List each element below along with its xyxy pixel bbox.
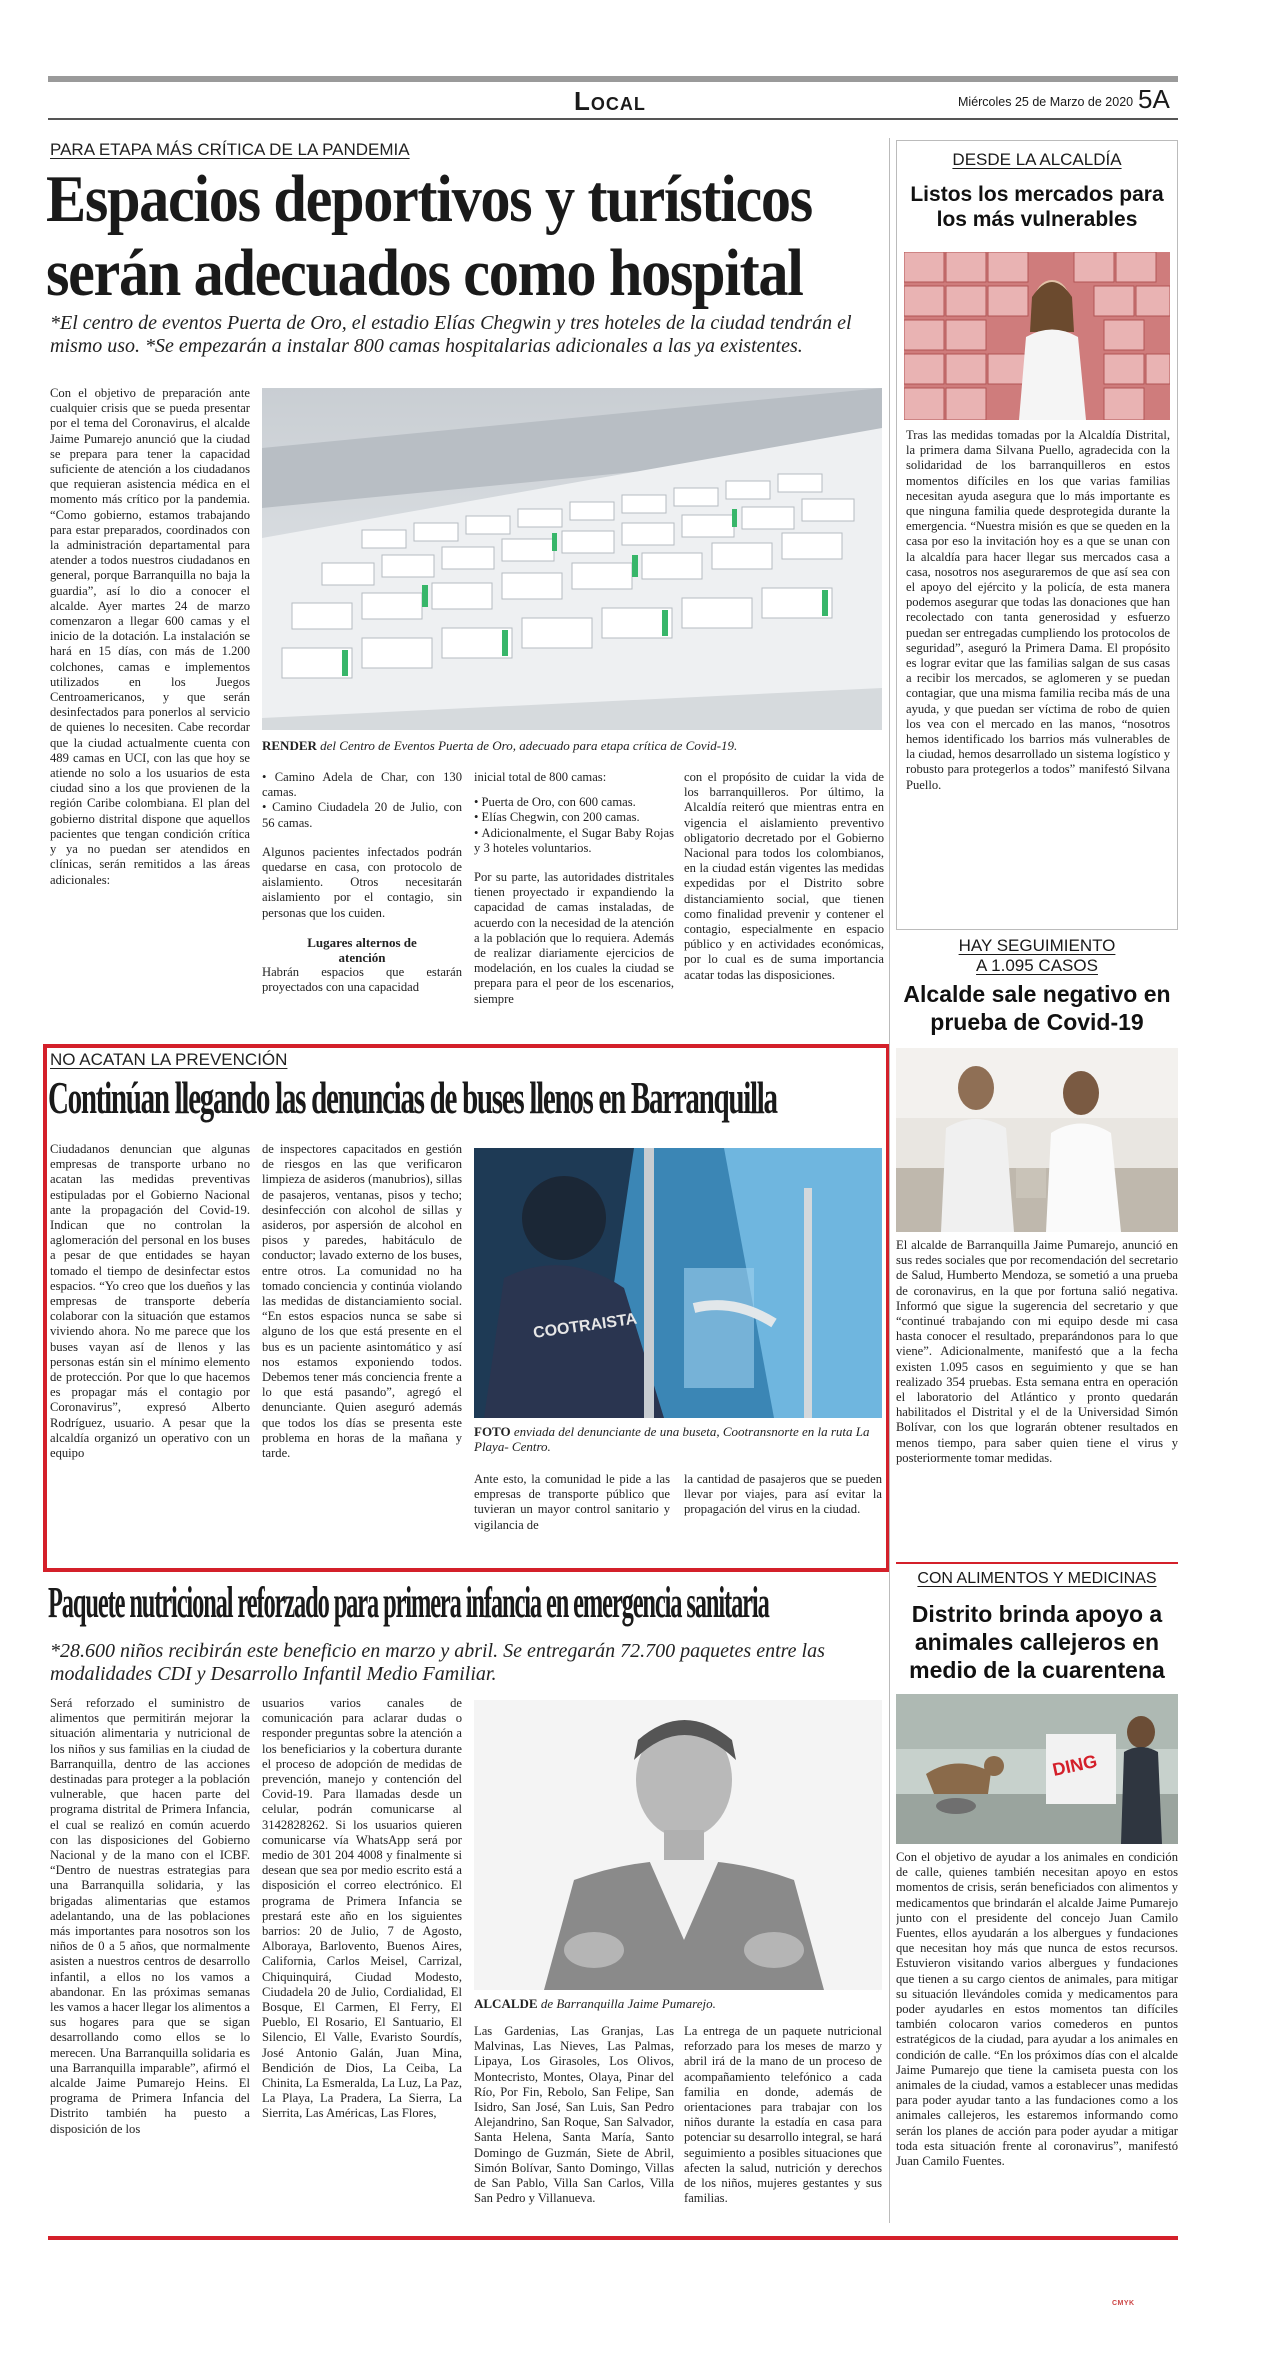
sidebar2-photo xyxy=(896,1048,1178,1232)
main-kicker: PARA ETAPA MÁS CRÍTICA DE LA PANDEMIA xyxy=(50,140,410,159)
street-dogs-illustration xyxy=(896,1694,1178,1844)
sidebar2-kicker xyxy=(896,936,1178,976)
mayor-meeting-illustration xyxy=(896,1048,1178,1232)
sidebar3-kicker: CON ALIMENTOS Y MEDICINAS xyxy=(917,1570,1157,1587)
section-title: Local xyxy=(574,86,646,116)
nutrition-deck: *28.600 niños recibirán este beneficio en marzo y abril. Se entregarán 72.700 paquetes entre las modalidades CDI y Desarrollo Infantil Medio Familiar. xyxy=(50,1640,825,1685)
main-deck: *El centro de eventos Puerta de Oro, el estadio Elías Chegwin y tres hoteles de la ciudad tendrán el mismo uso. *Se empezarán a instalar 800 camas hospitalarias adicionales a las ya existentes. xyxy=(50,312,852,357)
bus-col1: Ciudadanos denuncian que algunas empresas de transporte urbano no acatan las medidas preventivas estipuladas por el Gobierno Nacional ante la propagación del Covid-19. Indican que no controlan la aglomeración del personal en los buses a pesar de que entidades se hayan tomado el tiempo de desinfectar estos espacios. “Yo creo que los dueños y las empresas de transporte debería colaborar con la situación que estamos viviendo ahora. No me parece que los buses vayan así de llenos y las personas están sin el mínimo elemento de protección. Por que lo que hacemos es propagar más el contagio por Coronavirus”, expresó Alberto Rodríguez, usuario. A pesar que la alcaldía organizó un operativo con un equipo xyxy=(50,1142,250,1461)
bus-headline: Continúan llegando las denuncias de buses llenos en Barranquilla xyxy=(48,1073,777,1123)
page-date: Miércoles 25 de Marzo de 2020 xyxy=(958,95,1134,109)
main-photo-caption xyxy=(262,738,882,753)
main-col2 xyxy=(262,770,462,1070)
sidebar3-headline: Distrito brinda apoyo a animales callejeros en medio de la cuarentena xyxy=(909,1601,1165,1683)
top-rule xyxy=(48,76,1178,82)
sidebar2-body: El alcalde de Barranquilla Jaime Pumarejo, anunció en sus redes sociales que por recomendación del secretario de Salud, Humberto Mendoza, se sometió a una prueba de coronavirus, en la que por fortuna salió negativa. Informó que sigue la sugerencia del secretario y que “continué trabajando con mi equipo desde mi casa hasta conocer el resultado, preparándonos para lo que viene”. Adicionalmente, manifestó que a la fecha existen 1.095 casos en seguimiento y que se han realizado 354 pruebas. Esta semana entra en operación el laboratorio del Atlántico y pronto quedarán habilitados el Distrital y el de la Universidad Simón Bolívar, con los que lograrán obtener resultados en menos tiempo, para saber quien tiene el virus y posteriormente tomar medidas. xyxy=(896,1238,1178,1465)
bottom-rule xyxy=(48,2236,1178,2240)
nutrition-photo xyxy=(474,1700,882,1990)
header-rule xyxy=(48,118,1178,120)
sidebar3-photo xyxy=(896,1694,1178,1844)
sidebar1-headline: Listos los mercados para los más vulnerables xyxy=(910,183,1164,231)
main-headline xyxy=(46,162,812,310)
bus-col3: Ante esto, la comunidad le pide a las empresas de transporte público que tuvieran un mayor control sanitario y vigilancia de xyxy=(474,1472,670,1532)
bus-photo-caption-text: enviada del denunciante de una buseta, Cootransnorte en la ruta La Playa- Centro. xyxy=(474,1424,870,1454)
page-number: 5A xyxy=(1138,84,1170,114)
nutrition-col4: La entrega de un paquete nutricional reforzado para los meses de marzo y abril irá de la mano de un proceso de acompañamiento telefónico a cada familia en donde, además de orientaciones para trabajar con los niños durante la estadía en casa para potenciar su desarrollo integral, se hará seguimiento a posibles situaciones que afecten la salud, nutrición y derechos de los niños, mujeres gestantes y sus familias. xyxy=(684,2024,882,2206)
main-col3-para: Por su parte, las autoridades distritales tienen proyectado ir expandiendo la capacidad de camas instaladas, de acuerdo con la necesidad de la atención a la población que lo requiera. Además de realizar diariamente ejercicios de modelación, en los cuales la ciudad se prepara para el peor de los escenarios, siempre xyxy=(474,870,674,1006)
nutrition-photo-caption xyxy=(474,1996,882,2011)
main-col4: con el propósito de cuidar la vida de los barranquilleros. Por último, la Alcaldía reiteró que mientras entra en vigencia el aislamiento preventivo obligatorio decretado por el Gobierno Nacional para todos los colombianos, en la ciudad están vigentes las medidas expedidas por el Distrito sobre distanciamiento social, que tienen como finalidad prevenir y contener el contagio, especialmente en espacio público y en actividades económicas, por lo cual es de suma importancia acatar todas las disposiciones. xyxy=(684,770,884,982)
bus-col4: la cantidad de pasajeros que se pueden llevar por viajes, para así evitar la propagación del virus en la ciudad. xyxy=(684,1472,882,1517)
main-col3-item2: • Elías Chegwin, con 200 camas. xyxy=(474,810,640,825)
main-photo-caption-text: del Centro de Eventos Puerta de Oro, adecuado para etapa crítica de Covid-19. xyxy=(316,738,738,753)
nutrition-col1: Será reforzado el suministro de alimentos que permitirán mejorar la situación alimentaria y nutricional de los niños y sus familias en la ciudad de Barranquilla, dentro de las acciones destinadas para proteger a la población vulnerable, que hacen parte del programa distrital de Primera Infancia, el cual se realizó en común acuerdo con las disposiciones del Gobierno Nacional y de la mano con el ICBF. “Dentro de nuestras estrategias para una Barranquilla solidaria, y las brigadas alimentarias que estamos adelantando, una de las poblaciones más importantes para nosotros son los niños de 0 a 5 años, que normalmente asisten a nuestros centros de desarrollo infantil, a ellos no los vamos a abandonar. En las próximas semanas les vamos a hacer llegar los alimentos a sus hogares para que se sigan desarrollando como ellos se lo merecen. Una Barranquilla solidaria es una Barranquilla imparable”, afirmó el alcalde Jaime Pumarejo Heins. El programa de Primera Infancia del Distrito también ha puesto a disposición de los xyxy=(50,1696,250,2136)
hospital-render-illustration xyxy=(262,388,882,730)
sidebar1-photo xyxy=(904,252,1170,420)
sidebar2-kicker-line2: A 1.095 CASOS xyxy=(976,956,1098,975)
shirt-text: COOTRAISTA xyxy=(532,1310,639,1342)
main-col3-intro: inicial total de 800 camas: xyxy=(474,770,607,784)
bus-col2: de inspectores capacitados en gestión de riesgos en las que verificaron limpieza de asideros (manubrios), sillas de pasajeros, ventanas, pisos y techo; desinfección con alcohol de sillas y asideros, por aspersión de alcohol en pisos y paredes, habitáculo de conductor; lavado externo de los buses, entre otros. La comunidad no ha tomado conciencia y continúa violando las medidas de distanciamiento social. “En estos espacios nunca se sabe si alguno de los que está presente en el bus es un paciente asintomático y así nos estamos exponiendo todos. Debemos tener más conciencia frente a lo que está pasando”, agregó el denunciante. Quien aseguró además que todos los días se presenta este problema en horas de la mañana y tarde. xyxy=(262,1142,462,1461)
sidebar1-body: Tras las medidas tomadas por la Alcaldía Distrital, la primera dama Silvana Puello, agradecida con la solidaridad de los barranquilleros en estos momentos difíciles en los que varias familias necesitan ayuda asegura que lo más importante es que ninguna familia quede desprotegida durante la emergencia. “Nuestra misión es que se queden en la casa por eso la invitación hoy es a que se unan con la alcaldía para hacer llegar sus mercados casa a casa, nosotros nos aseguraremos de que así sea con el apoyo del ejército y la policía, de esta manera podemos asegurar que todas las donaciones que han recolectado con tanta generosidad y esfuerzo puedan ser entregadas cumpliendo los protocolos de seguridad”, aseguró la Primera Dama. El propósito es lograr evitar que las familias salgan de sus casas a recibir los mercados, se aglomeren y se puedan contagiar, que una misma familia reciba más de una ayuda, y que puedan ser víctima de robo de quien los vea con el mercado en las manos, “nosotros hemos identificado los barrios más vulnerables de la ciudad, hemos desarrollado un sistema logístico y robusto para protegerlos a todos” manifestó Silvana Puello. xyxy=(906,428,1170,792)
sidebar1-kicker: DESDE LA ALCALDÍA xyxy=(952,150,1122,169)
bus-photo xyxy=(474,1148,882,1418)
nutrition-photo-caption-label: ALCALDE xyxy=(474,1996,538,2011)
sidebar-divider xyxy=(889,138,890,2223)
sidebar3-body: Con el objetivo de ayudar a los animales en condición de calle, quienes también necesitan apoyo en estos momentos de crisis, serán beneficiados con alimentos y medicamentos que brindarán el alcalde Jaime Pumarejo junto con el presidente del concejo Juan Camilo Fuentes, ellos ayudarán a los albergues y fundaciones que necesitan hoy más que nunca de estos recursos. Estuvieron visitando varios albergues y fundaciones que tienen a su cargo cientos de animales, para mitigar su situación llevándoles comida y medicamentos para poder ayudarles en estos momentos tan difíciles también colocaron varios comederos en puntos estratégicos de la ciudad, para ayudar a los animales en condición de calle. “En los próximos días con el alcalde Jaime Pumarejo que tiene la camiseta puesta con los animales de la ciudad, vamos a establecer unas medidas para poder ayudar tanto a las fundaciones como a los animales callejeros, les estaremos informando como serán los planes de acción para poder ayudar a mitigar toda esta situación frente al coronavirus”, manifestó Juan Camilo Fuentes. xyxy=(896,1850,1178,2169)
main-col3-item3: • Adicionalmente, el Sugar Baby Rojas y 3 hoteles voluntarios. xyxy=(474,825,674,855)
main-col3 xyxy=(474,770,674,1070)
main-col2-para2: Habrán espacios que estarán proyectados con una capacidad xyxy=(262,965,462,995)
sidebar2-kicker-line1: HAY SEGUIMIENTO xyxy=(958,936,1116,955)
main-photo xyxy=(262,388,882,730)
sidebar3-top-rule xyxy=(896,1562,1178,1564)
bus-photo-caption-label: FOTO xyxy=(474,1424,511,1439)
main-col2-para: Algunos pacientes infectados podrán quedarse en casa, con protocolo de aislamiento. Otros necesitarán aislamiento por el contagio, sin personas que los cuiden. xyxy=(262,844,462,920)
market-bags-illustration xyxy=(904,252,1170,420)
bus-photo-caption xyxy=(474,1424,882,1454)
main-col3-item1: • Puerta de Oro, con 600 camas. xyxy=(474,795,636,810)
nutrition-headline: Paquete nutricional reforzado para primera infancia en emergencia sanitaria xyxy=(48,1578,769,1627)
main-photo-caption-label: RENDER xyxy=(262,738,317,753)
nutrition-col2: usuarios varios canales de comunicación para aclarar dudas o responder preguntas sobre la atención a los beneficiarios y la cobertura durante el proceso de adopción de medidas de prevención, manejo y contención del Covid-19. Para llamadas desde un celular, podrán comunicarse al 3142828262. Si los usuarios quieren comunicarse vía WhatsApp será por medio de 301 204 4008 y finalmente si desean que sea por medio escrito está a disposición el correo electrónico. El programa de Primera Infancia se prestará este año en los siguientes barrios: 20 de Julio, 7 de Agosto, Alboraya, Barlovento, Buenos Aires, California, Carlos Meisel, Carrizal, Chiquinquirá, Ciudad Modesto, Ciudadela 20 de Julio, Cordialidad, El Bosque, El Carmen, El Ferry, El Pueblo, El Rosario, El Santuario, El Silencio, El Valle, Evaristo Sourdís, José Antonio Galán, Juan Mina, Bendición de Dios, La Ceiba, La Chinita, La Esmeralda, La Luz, La Paz, La Playa, La Pradera, La Sierra, La Sierrita, Las Américas, Las Flores, xyxy=(262,1696,462,2121)
nutrition-photo-caption-text: de Barranquilla Jaime Pumarejo. xyxy=(537,1996,716,2011)
main-headline-line2: serán adecuados como hospital xyxy=(46,236,803,310)
bus-kicker: NO ACATAN LA PREVENCIÓN xyxy=(50,1050,288,1069)
main-headline-line1: Espacios deportivos y turísticos xyxy=(46,162,812,236)
bus-interior-illustration xyxy=(474,1148,882,1418)
main-col1: Con el objetivo de preparación ante cualquier crisis que se pueda presentar por el tema del Coronavirus, el alcalde Jaime Pumarejo anunció que la ciudad se prepara para tener la capacidad suficiente de atención a los ciudadanos que requieran asistencia médica en el momento más crítico por la pandemia. “Como gobierno, estamos trabajando para estar preparados, coordinados con la administración departamental para atender a todos nuestros ciudadanos en general, porque Barranquilla no baja la guardia”, así lo dio a conocer el alcalde. Ayer martes 24 de marzo comenzaron a llegar 600 camas y el inicio de la dotación. La instalación se hará en 15 días, con más de 1.200 colchones, camas e implementos utilizados en los Juegos Centroamericanos, y que serán desinfectados para ponerlos al servicio de quienes lo necesiten. Cabe recordar que la ciudad actualmente cuenta con 489 camas en UCI, con las que hoy se atiende no solo a los usuarios de esta ciudad sino a los que provienen de la región Caribe colombiana. El plan del gobierno distrital dispone que aquellos pacientes que tengan condición crítica y ya no puedan ser atendidos en clínicas, serán remitidos a las áreas adicionales: xyxy=(50,386,250,887)
main-col2-item2: • Camino Ciudadela 20 de Julio, con 56 camas. xyxy=(262,800,462,830)
nutrition-col3: Las Gardenias, Las Granjas, Las Malvinas, Las Nieves, Las Palmas, Lipaya, Los Girasoles, Los Olivos, Montecristo, Montes, Olaya, Pinar del Río, Por Fin, Rebolo, San Felipe, San Isidro, San José, San Luis, San Pedro Alejandrino, San Roque, San Salvador, Santa Helena, Santa María, Santo Domingo de Guzmán, Siete de Abril, Simón Bolívar, Santo Domingo, Villas de San Pablo, Villa San Carlos, Villa San Pedro y Villanueva. xyxy=(474,2024,674,2206)
cmyk-mark: CMYK xyxy=(1112,2300,1135,2307)
mayor-portrait-illustration xyxy=(474,1700,882,1990)
sidebar2-headline: Alcalde sale negativo en prueba de Covid-19 xyxy=(903,981,1171,1035)
main-col2-subhead: Lugares alternos de atención xyxy=(307,934,417,966)
main-col2-item1: • Camino Adela de Char, con 130 camas. xyxy=(262,770,462,800)
bag-text: DING xyxy=(1050,1750,1099,1780)
